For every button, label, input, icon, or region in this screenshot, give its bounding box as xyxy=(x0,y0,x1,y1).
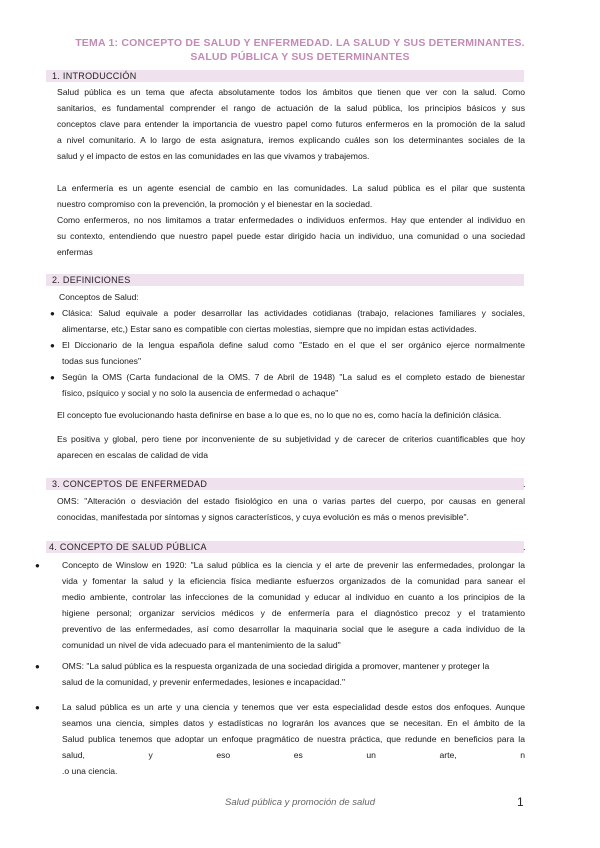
text-line: OMS: "Alteración o desviación del estado fisiológico en una o varias partes del cuerpo, por causas en general xyxy=(57,496,525,506)
text-line: su contexto, entendiendo que nuestro papel puede estar dirigido hacia un individuo, una comunidad o una sociedad xyxy=(57,231,525,241)
section-heading-salud-publica: 4. CONCEPTO DE SALUD PÚBLICA xyxy=(49,542,207,552)
word: n xyxy=(520,750,525,760)
text-line: .o una ciencia. xyxy=(62,766,118,776)
word: eso xyxy=(216,750,231,760)
text-line: Clásica: Salud equivale a poder desarrollar las actividades cotidianas (trabajo, relaciones familiares y sociales, xyxy=(62,308,525,318)
text-line: Según la OMS (Carta fundacional de la OMS. 7 de Abril de 1948) "La salud es el completo estado de bienestar xyxy=(62,372,525,382)
text-line: higiene personal; organizar servicios médicos y de enfermería para el diagnóstico precoz y el tratamiento xyxy=(62,608,525,618)
text-line: medio ambiente, controlar las infecciones de la comunidad y educar al individuo en cuanto a los principios de la xyxy=(62,592,525,602)
text-line: Salud pública es un tema que afecta absolutamente todos los ámbitos que tienen que ver con la salud. Como xyxy=(57,87,525,97)
text-line: todas sus funciones" xyxy=(62,356,142,366)
section-trailing-dot: . xyxy=(523,479,526,489)
title-line-1: TEMA 1: CONCEPTO DE SALUD Y ENFERMEDAD. LA SALUD Y SUS DETERMINANTES. xyxy=(75,37,525,49)
text-line: comunidad un nivel de vida adecuado para el mantenimiento de la salud" xyxy=(62,640,341,650)
word: arte, xyxy=(439,750,457,760)
text-line: aparecen en escalas de calidad de vida xyxy=(57,450,208,460)
text-line: enfermas xyxy=(57,247,93,257)
section-heading-enfermedad: 3. CONCEPTOS DE ENFERMEDAD xyxy=(52,479,208,489)
word: salud, xyxy=(62,750,85,760)
section-trailing-dot: . xyxy=(523,542,526,552)
text-line: preventivo de las enfermedades, así como desarrollar la maquinaria social que le asegure a cada individuo de la xyxy=(62,624,525,634)
page-number: 1 xyxy=(517,795,524,809)
word: y xyxy=(148,750,153,760)
word: es xyxy=(293,750,303,760)
definiciones-paragraph-1: El concepto fue evolucionando hasta definirse en base a lo que es, no lo que no es, como hacía la definición clásica. xyxy=(57,410,502,420)
text-line: sanitarios, es fundamental comprender el rango de actuación de la salud pública, los principios básicos y sus xyxy=(57,103,525,113)
text-line: La salud pública es un arte y una ciencia y tenemos que ver esta especialidad desde estos dos enfoques. Aunque xyxy=(62,702,525,712)
text-line: salud y el impacto de estos en las comunidades en las que vivamos y trabajemos. xyxy=(57,151,370,161)
definiciones-intro: Conceptos de Salud: xyxy=(59,292,139,302)
text-line: conocidas, manifestada por síntomas y signos característicos, y cuya evolución es más o menos previsible". xyxy=(57,512,469,522)
bullet-icon: ● xyxy=(35,662,40,671)
text-line: seamos una ciencia, simples datos y estadísticas no lograrán los avances que se necesitan. En el ámbito de la xyxy=(62,718,525,728)
word: un xyxy=(366,750,376,760)
text-line: salud de la comunidad, y prevenir enfermedades, lesiones e incapacidad." xyxy=(62,677,345,687)
text-line: nuestro compromiso con la prevención, la promoción y el bienestar en la sociedad. xyxy=(57,199,373,209)
text-line-spread xyxy=(62,747,525,763)
text-line: Salud publica tenemos que adoptar un enfoque pragmático de nuestra práctica, que redunde en beneficios para la xyxy=(62,734,525,744)
text-line: El Diccionario de la lengua española define salud como "Estado en el que el ser orgánico ejerce normalmente xyxy=(62,340,525,350)
section-heading-introduccion: 1. INTRODUCCIÓN xyxy=(52,71,137,81)
bullet-icon: ● xyxy=(35,561,40,570)
text-line: alimentarse, etc,) Estar sano es compatible con ciertas molestias, siempre que no impidan estas actividades. xyxy=(62,324,477,334)
text-line: a nivel comunitario. A lo largo de esta asignatura, iremos explicando cuáles son los determinantes sociales de la xyxy=(57,135,525,145)
text-line: OMS: "La salud pública es la respuesta organizada de una sociedad dirigida a promover, mantener y proteger la xyxy=(62,661,490,671)
section-heading-definiciones: 2. DEFINICIONES xyxy=(52,275,131,285)
bullet-icon: ● xyxy=(35,703,40,712)
text-line: La enfermería es un agente esencial de cambio en las comunidades. La salud pública es el pilar que sustenta xyxy=(57,183,525,193)
bullet-icon: ● xyxy=(50,373,55,382)
text-line: conceptos clave para entender la importancia de vuestro papel como futuros enfermeros en la promoción de la salud xyxy=(57,119,525,129)
page-footer: Salud pública y promoción de salud xyxy=(225,797,375,808)
text-line: Como enfermeros, no nos limitamos a tratar enfermedades o individuos enfermos. Hay que entender al individuo en xyxy=(57,215,525,225)
text-line: Es positiva y global, pero tiene por inconveniente de su subjetividad y de carecer de criterios cuantificables que hoy xyxy=(57,434,525,444)
text-line: físico, psíquico y social y no solo la ausencia de enfermedad o achaque" xyxy=(62,388,339,398)
text-line: vida y fomentar la salud y la eficiencia física mediante esfuerzos organizados de la comunidad para sanear el xyxy=(62,576,525,586)
title-line-2: SALUD PÚBLICA Y SUS DETERMINANTES xyxy=(190,51,410,63)
text-line: Concepto de Winslow en 1920: "La salud pública es la ciencia y el arte de prevenir las enfermedades, prolongar la xyxy=(62,560,525,570)
bullet-icon: ● xyxy=(50,341,55,350)
bullet-icon: ● xyxy=(50,309,55,318)
